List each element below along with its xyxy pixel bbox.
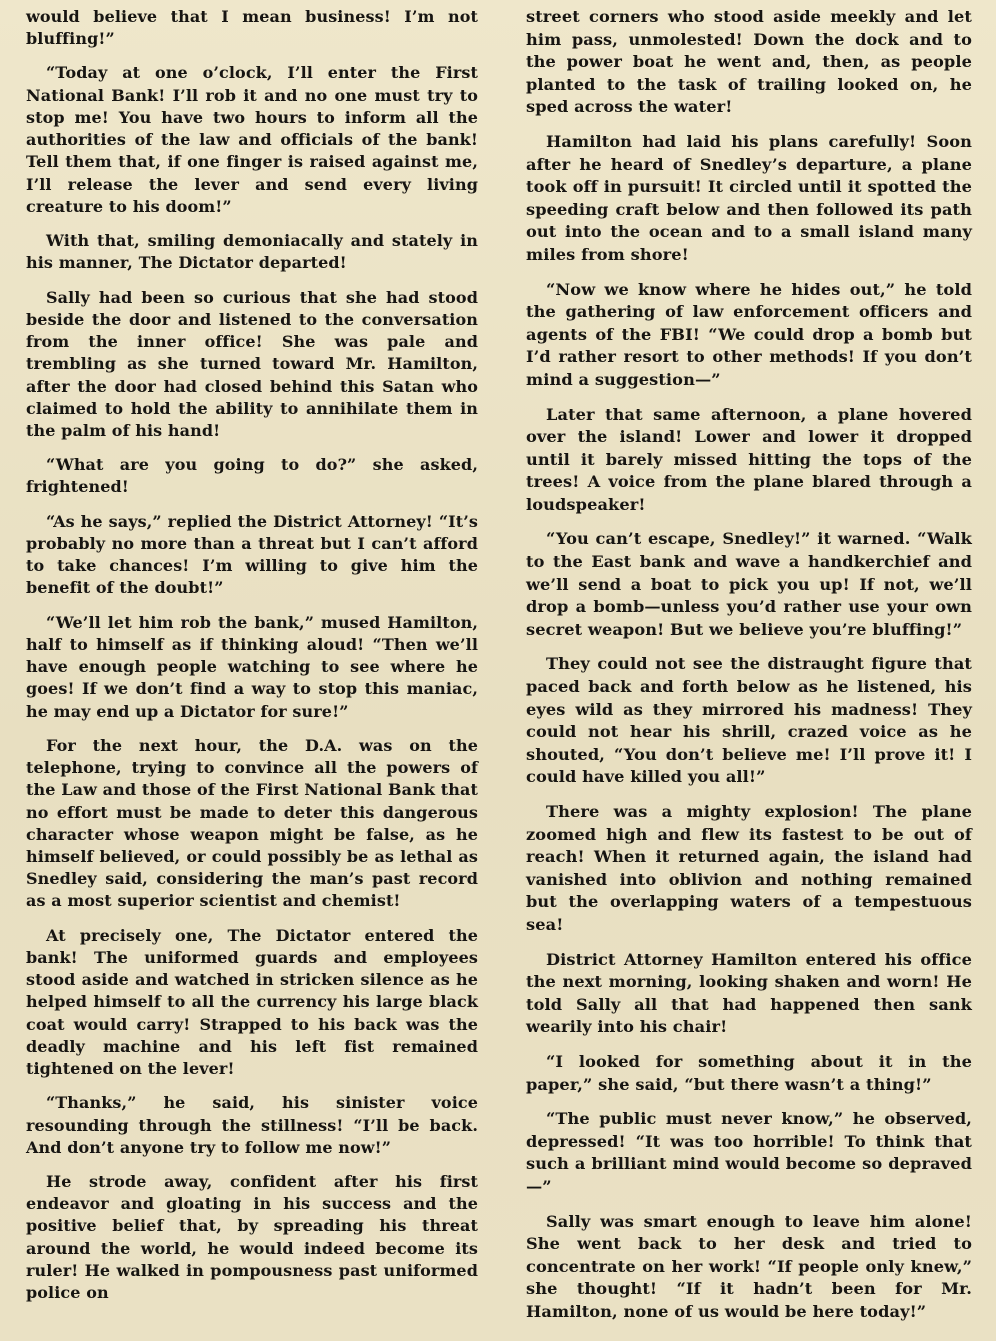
paragraph: “What are you going to do?” she asked, frightened!: [26, 455, 478, 497]
paragraph: Sally had been so curious that she had stood beside the door and listened to the conversation from the inner office! She was pale and trembling as she turned toward Mr. Hamilton, after the door had closed behind this Satan who claimed to hold the ability to annihilate them in the palm of his hand!: [26, 287, 478, 440]
paragraph: There was a mighty explosion! The plane zoomed high and flew its fastest to be out of reach! When it returned again, the island had vanished into oblivion and nothing remained but the overlapping waters of a tempestuous sea!: [526, 802, 972, 934]
paragraph: At precisely one, The Dictator entered the bank! The uniformed guards and employees stood aside and watched in stricken silence as he helped himself to all the currency his large black coat would carry! Strapped to his back was the deadly machine and his left fist remained tightened on the lever!: [26, 925, 478, 1079]
paragraph: He strode away, confident after his first endeavor and gloating in his success and the positive belief that, by spreading his threat around the world, he would indeed become its ruler! He walked in pompousness past uniformed police on: [26, 1172, 478, 1303]
paragraph: “You can’t escape, Snedley!” it warned. “Walk to the East bank and wave a handkerchief and we’ll send a boat to pick you up! If not, we’ll drop a bomb—unless you’d rather use your own secret weapon! But we believe you’re bluffing!”: [526, 529, 972, 639]
paragraph: Hamilton had laid his plans carefully! Soon after he heard of Snedley’s departure, a plane took off in pursuit! It circled until it spotted the speeding craft below and then followed its path out into the ocean and to a small island many miles from shore!: [526, 131, 972, 264]
paragraph: With that, smiling demoniacally and stately in his manner, The Dictator departed!: [26, 231, 478, 273]
paragraph: District Attorney Hamilton entered his office the next morning, looking shaken and worn! He told Sally all that had happened then sank wearily into his chair!: [526, 949, 972, 1037]
right-text-column: [526, 6, 972, 1335]
paragraph: would believe that I mean business! I’m not bluffing!”: [26, 7, 478, 49]
paragraph: “I looked for something about it in the paper,” she said, “but there wasn’t a thing!”: [526, 1051, 972, 1094]
paragraph: For the next hour, the D.A. was on the telephone, trying to convince all the powers of the Law and those of the First National Bank that no effort must be made to deter this dangerous character whose weapon might be false, as he himself believed, or could possibly be as lethal as Snedley said, considering the man’s past record as a most superior scientist and chemist!: [26, 735, 478, 911]
paragraph: “We’ll let him rob the bank,” mused Hamilton, half to himself as if thinking aloud! “Then we’ll have enough people watching to see where he goes! If we don’t find a way to stop this maniac, he may end up a Dictator for sure!”: [26, 612, 478, 721]
paragraph: “As he says,” replied the District Attorney! “It’s probably no more than a threat but I can’t afford to take chances! I’m willing to give him the benefit of the doubt!”: [26, 511, 478, 598]
paragraph: Later that same afternoon, a plane hovered over the island! Lower and lower it dropped until it barely missed hitting the tops of the trees! A voice from the plane blared through a loudspeaker!: [526, 404, 972, 514]
paragraph: street corners who stood aside meekly and let him pass, unmolested! Down the dock and to the power boat he went and, then, as people planted to the task of trailing looked on, he sped across the water!: [526, 7, 972, 117]
paragraph: They could not see the distraught figure that paced back and forth below as he listened, his eyes wild as they mirrored his madness! They could not hear his shrill, crazed voice as he shouted, “You don’t believe me! I’ll prove it! I could have killed you all!”: [526, 654, 972, 787]
paragraph: “The public must never know,” he observed, depressed! “It was too horrible! To think that such a brilliant mind would become so depraved—”: [526, 1109, 972, 1196]
paragraph: Sally was smart enough to leave him alone! She went back to her desk and tried to concentrate on her work! “If people only knew,” she thought! “If it hadn’t been for Mr. Hamilton, none of us would be here today!”: [526, 1211, 972, 1321]
paragraph: “Thanks,” he said, his sinister voice resounding through the stillness! “I’ll be back. And don’t anyone try to follow me now!”: [26, 1093, 478, 1157]
paragraph: “Now we know where he hides out,” he told the gathering of law enforcement officers and agents of the FBI! “We could drop a bomb but I’d rather resort to other methods! If you don’t mind a suggestion—”: [526, 279, 972, 389]
left-text-column: [26, 6, 478, 1316]
paragraph: “Today at one o’clock, I’ll enter the First National Bank! I’ll rob it and no one must try to stop me! You have two hours to inform all the authorities of the law and officials of the bank! Tell them that, if one finger is raised against me, I’ll release the lever and send every living creature to his doom!”: [26, 63, 478, 216]
